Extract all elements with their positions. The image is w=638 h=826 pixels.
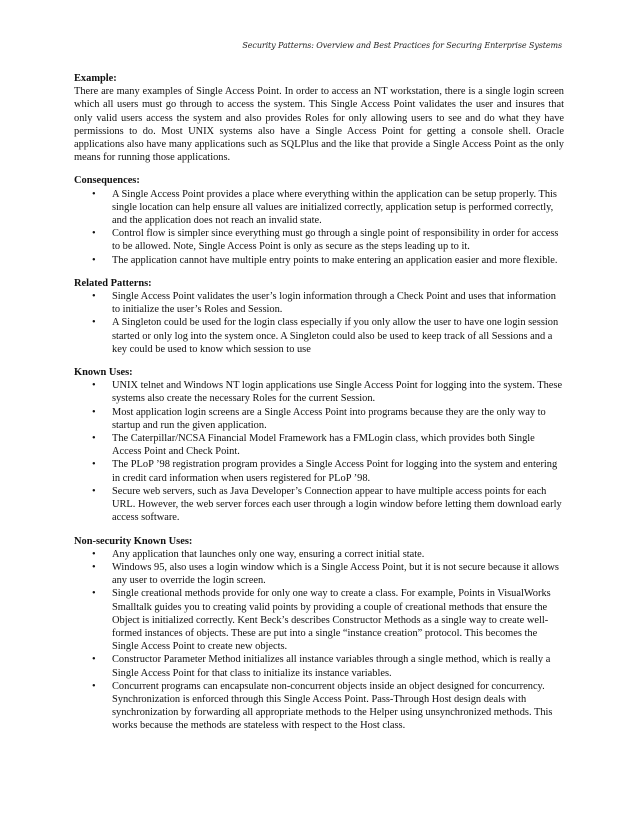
list-item [74, 458, 564, 484]
bullet-icon: • [92, 654, 96, 666]
section-example [74, 72, 564, 164]
bullet-list [74, 188, 564, 267]
list-item-text: Concurrent programs can encapsulate non-concurrent objects inside an object designed for concurrency. Synchronization is enforced through this Single Access Point. Pass-Through Host design deals with synchronization by forwarding all appropriate methods to the Helper using unsynchronized methods. This works because the methods are stateless with respect to the Host class. [112, 680, 553, 732]
bullet-list [74, 290, 564, 356]
bullet-icon: • [92, 433, 96, 445]
list-item [74, 561, 564, 587]
bullet-icon: • [92, 188, 96, 200]
list-item-text: A Single Access Point provides a place where everything within the application can be setup properly. This single location can help ensure all values are initialized correctly, application setup is performed correctly, and the application does not reach an invalid state. [112, 188, 557, 227]
list-item [74, 587, 564, 653]
list-item [74, 680, 564, 733]
section-consequences [74, 174, 564, 266]
list-item [74, 290, 564, 316]
list-item [74, 406, 564, 432]
bullet-icon: • [92, 291, 96, 303]
list-item-text: Single creational methods provide for only one way to create a class. For example, Points in VisualWorks Smalltalk guides you to creating valid points by providing a couple of creational methods that ensure the Object is initialized correctly. Kent Beck’s describes Constructor Methods as a single way to create well-formed instances of objects. These are put into a single “instance creation” protocol. This becomes the Single Access Point to create new objects. [112, 588, 551, 653]
list-item [74, 379, 564, 405]
list-item [74, 485, 564, 525]
list-item-text: Most application login screens are a Single Access Point into programs because they are the only way to startup and run the given application. [112, 406, 546, 431]
section-heading: Consequences: [74, 175, 140, 187]
section-heading: Related Patterns: [74, 277, 152, 289]
list-item-text: Single Access Point validates the user’s login information through a Check Point and uses that information to initialize the user’s Roles and Session. [112, 291, 556, 316]
bullet-icon: • [92, 228, 96, 240]
section-heading: Non-security Known Uses: [74, 535, 193, 547]
section-heading: Known Uses: [74, 367, 133, 379]
list-item-text: Secure web servers, such as Java Developer’s Connection appear to have multiple access points for each URL. However, the web server forces each user through a login window before letting them download early access software. [112, 485, 562, 524]
list-item [74, 653, 564, 679]
bullet-list [74, 379, 564, 524]
bullet-icon: • [92, 317, 96, 329]
list-item-text: Any application that launches only one way, ensuring a correct initial state. [112, 548, 425, 560]
bullet-icon: • [92, 380, 96, 392]
bullet-icon: • [92, 680, 96, 692]
bullet-icon: • [92, 406, 96, 418]
section-paragraph: There are many examples of Single Access Point. In order to access an NT workstation, there is a single login screen which all users must go through to access the system. This Single Access Point validates the user and insures that only valid users access the system and also provides Roles for only allowing users to see and do what they have permissions to do. Most UNIX systems also have a Single Access Point for getting a console shell. Oracle applications also have many applications such as SQLPlus and the like that provide a Single Access Point as the only means for running those applications. [74, 86, 564, 164]
bullet-icon: • [92, 485, 96, 497]
list-item [74, 227, 564, 253]
bullet-list [74, 548, 564, 733]
list-item [74, 188, 564, 228]
list-item-text: Control flow is simpler since everything must go through a single point of responsibility in order for access to be allowed. Note, Single Access Point is only as secure as the steps leading up to it. [112, 228, 559, 253]
list-item [74, 316, 564, 356]
bullet-icon: • [92, 254, 96, 266]
list-item-text: A Singleton could be used for the login class especially if you only allow the user to have one login session started or only log into the system once. A Singleton could also be used to keep track of all Sessions and a key could be used to know which session to use [112, 317, 559, 355]
bullet-icon: • [92, 561, 96, 573]
list-item [74, 548, 564, 561]
list-item-text: The PLoP ’98 registration program provides a Single Access Point for logging into the system and entering in credit card information when users registered for PLoP ’98. [112, 459, 558, 484]
bullet-icon: • [92, 588, 96, 600]
bullet-icon: • [92, 548, 96, 560]
bullet-icon: • [92, 459, 96, 471]
list-item-text: Constructor Parameter Method initializes all instance variables through a single method, which is really a Single Access Point for that class to initialize its instance variables. [112, 654, 551, 679]
list-item [74, 432, 564, 458]
section-known-uses [74, 366, 564, 524]
section-non-security-known-uses [74, 535, 564, 733]
list-item-text: UNIX telnet and Windows NT login applications use Single Access Point for logging into the system. These systems also create the necessary Roles for the current Session. [112, 380, 563, 405]
section-related-patterns [74, 277, 564, 356]
list-item-text: Windows 95, also uses a login window which is a Single Access Point, but it is not secure because it allows any user to override the login screen. [112, 561, 559, 587]
section-heading: Example: [74, 73, 117, 84]
list-item-text: The application cannot have multiple entry points to make entering an application easier and more flexible. [112, 254, 558, 266]
list-item-text: The Caterpillar/NCSA Financial Model Framework has a FMLogin class, which provides both Single Access Point and Check Point. [112, 433, 535, 458]
list-item [74, 254, 564, 267]
running-header: Security Patterns: Overview and Best Practices for Securing Enterprise Systems [242, 41, 562, 50]
document-body [74, 72, 564, 743]
